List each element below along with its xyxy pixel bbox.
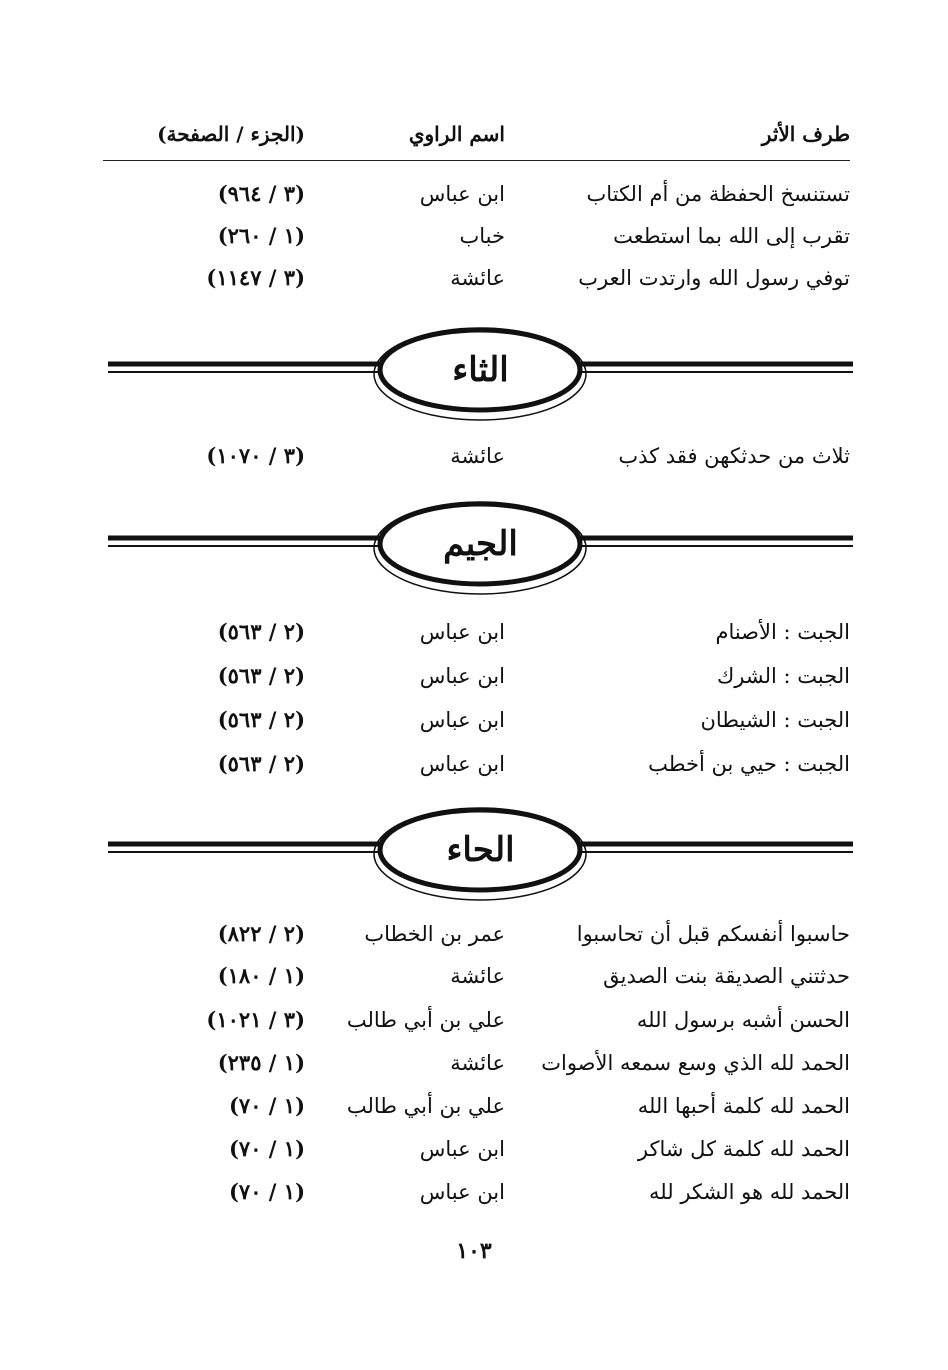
section-divider-jim: [108, 492, 853, 602]
volume-page-ref: (٢ / ٥٦٣): [217, 707, 305, 732]
rawi-name: ابن عباس: [419, 752, 505, 776]
rawi-name: علي بن أبي طالب: [346, 1008, 505, 1032]
athar-text: تقرب إلى الله بما استطعت: [613, 224, 850, 248]
table-row: [100, 1043, 860, 1083]
table-row: [100, 700, 860, 740]
athar-text: تستنسخ الحفظة من أم الكتاب: [586, 182, 850, 206]
table-row: [100, 1000, 860, 1040]
table-header: [100, 114, 860, 154]
volume-page-ref: (١ / ٧٠): [228, 1093, 305, 1118]
athar-text: حدثتني الصديقة بنت الصديق: [603, 964, 850, 988]
volume-page-ref: (١ / ٧٠): [228, 1179, 305, 1204]
athar-text: حاسبوا أنفسكم قبل أن تحاسبوا: [576, 922, 850, 946]
athar-text: الحمد لله كلمة كل شاكر: [637, 1137, 850, 1161]
athar-text: الجبت : الشرك: [716, 664, 850, 688]
volume-page-ref: (٢ / ٨٢٢): [217, 921, 305, 946]
column-header-ref: (الجزء / الصفحة): [157, 122, 305, 146]
table-row: [100, 216, 860, 256]
table-row: [100, 612, 860, 652]
athar-text: ثلاث من حدثكهن فقد كذب: [618, 444, 850, 468]
table-row: [100, 174, 860, 214]
athar-text: الحمد لله هو الشكر لله: [649, 1180, 850, 1204]
section-letter-heading: الجيم: [443, 524, 518, 564]
volume-page-ref: (١ / ٢٣٥): [217, 1050, 305, 1075]
volume-page-ref: (٢ / ٥٦٣): [217, 751, 305, 776]
page-number: ١٠٣: [456, 1238, 492, 1264]
rawi-name: عمر بن الخطاب: [364, 922, 505, 946]
rawi-name: ابن عباس: [419, 182, 505, 206]
rawi-name: عائشة: [450, 1051, 505, 1075]
volume-page-ref: (١ / ١٨٠): [217, 963, 305, 988]
rawi-name: ابن عباس: [419, 664, 505, 688]
rawi-name: ابن عباس: [419, 620, 505, 644]
section-divider-ha: [108, 798, 853, 908]
section-divider-tha: [108, 318, 853, 428]
section-letter-heading: الثاء: [452, 350, 509, 390]
table-row: [100, 258, 860, 298]
rawi-name: علي بن أبي طالب: [346, 1094, 505, 1118]
athar-text: الجبت : حيي بن أخطب: [648, 752, 850, 776]
table-row: [100, 956, 860, 996]
volume-page-ref: (٢ / ٥٦٣): [217, 663, 305, 688]
column-header-athar: طرف الأثر: [761, 122, 850, 146]
volume-page-ref: (١ / ٧٠): [228, 1136, 305, 1161]
athar-text: الحمد لله كلمة أحبها الله: [637, 1094, 850, 1118]
table-row: [100, 656, 860, 696]
athar-text: الحمد لله الذي وسع سمعه الأصوات: [541, 1051, 850, 1075]
rawi-name: عائشة: [450, 266, 505, 290]
table-row: [100, 1172, 860, 1212]
volume-page-ref: (٢ / ٥٦٣): [217, 619, 305, 644]
athar-text: الجبت : الشيطان: [700, 708, 850, 732]
volume-page-ref: (٣ / ١٠٢١): [206, 1007, 305, 1032]
athar-text: الجبت : الأصنام: [715, 620, 850, 644]
athar-text: الحسن أشبه برسول الله: [636, 1008, 850, 1032]
rawi-name: ابن عباس: [419, 1180, 505, 1204]
section-letter-heading: الحاء: [446, 830, 515, 870]
rawi-name: ابن عباس: [419, 1137, 505, 1161]
column-header-rawi: اسم الراوي: [408, 122, 505, 146]
rawi-name: ابن عباس: [419, 708, 505, 732]
volume-page-ref: (٣ / ١٠٧٠): [206, 443, 305, 468]
table-row: [100, 914, 860, 954]
header-divider-line: [103, 160, 850, 161]
volume-page-ref: (٣ / ١١٤٧): [206, 265, 305, 290]
table-row: [100, 1086, 860, 1126]
table-row: [100, 744, 860, 784]
volume-page-ref: (١ / ٢٦٠): [217, 223, 305, 248]
table-row: [100, 1129, 860, 1169]
rawi-name: عائشة: [450, 444, 505, 468]
volume-page-ref: (٣ / ٩٦٤): [217, 181, 305, 206]
athar-text: توفي رسول الله وارتدت العرب: [578, 266, 850, 290]
rawi-name: عائشة: [450, 964, 505, 988]
table-row: [100, 436, 860, 476]
rawi-name: خباب: [459, 224, 505, 248]
